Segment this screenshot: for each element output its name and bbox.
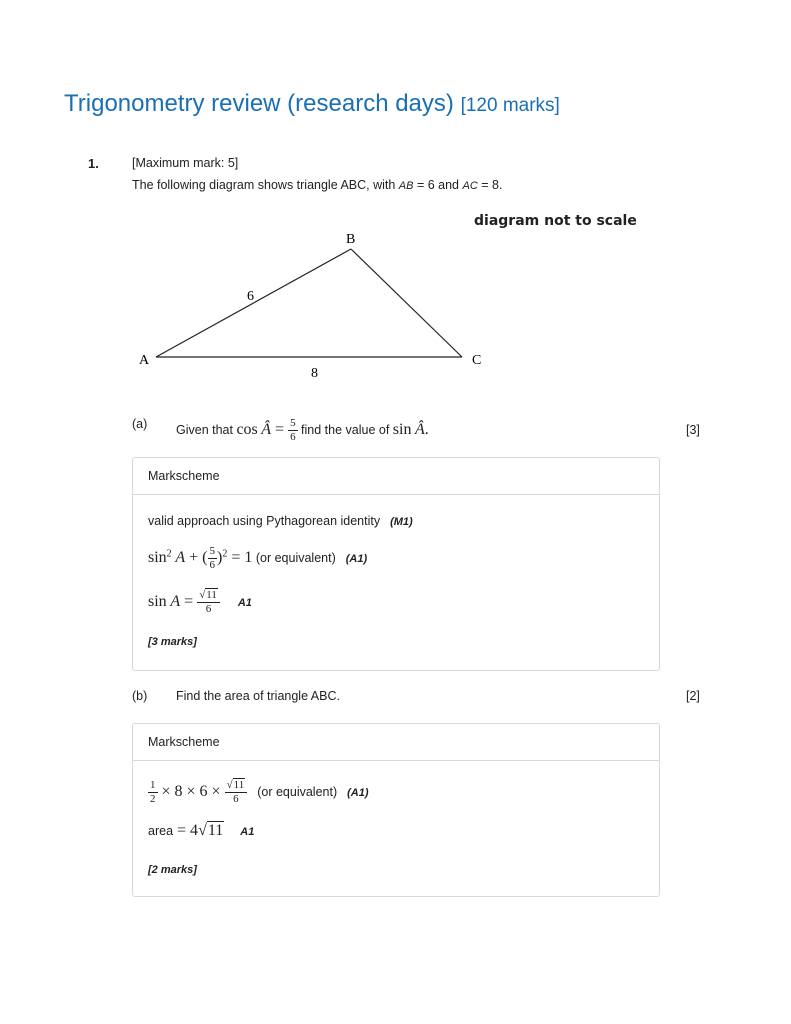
equals-sign: =: [271, 420, 289, 438]
question-number: 1.: [88, 156, 99, 171]
diagram-note: diagram not to scale: [474, 213, 637, 229]
markscheme-b-line-1: [148, 780, 369, 805]
ms-a-line1-text: valid approach using Pythagorean identity: [148, 514, 381, 528]
ms-a-line2-den: 6: [209, 559, 216, 571]
part-a-label: (a): [132, 417, 148, 431]
markscheme-a-line-3: [148, 590, 252, 615]
angle-a-var-2: Â: [414, 420, 425, 438]
ms-a-line3-a: A: [166, 592, 181, 610]
ms-b-line1-sqrt: √11: [225, 780, 248, 793]
ms-a-line3-rad: 11: [206, 589, 217, 601]
ms-b-line2-code: A1: [240, 826, 255, 838]
ms-a-line2-close: ): [217, 548, 223, 566]
part-b-question: Find the area of triangle ABC.: [176, 689, 340, 703]
intro-ac: AC: [462, 180, 478, 192]
ms-a-line2-sq: 2: [222, 548, 228, 560]
five-sixths-fraction: [288, 418, 298, 443]
ms-a-line3-fraction: [197, 590, 220, 615]
ms-b-line2-rad: 11: [207, 822, 224, 839]
part-a-prefix: Given that: [176, 422, 237, 437]
markscheme-b-heading: Markscheme: [133, 724, 659, 761]
ms-a-line3-eq: =: [180, 592, 198, 610]
intro-mid: = 6 and: [413, 178, 463, 192]
ms-b-line2-eq: = 4: [173, 822, 199, 839]
markscheme-b-total: [2 marks]: [148, 864, 197, 876]
ms-a-line2-code: (A1): [345, 552, 368, 565]
fraction-numerator: 5: [290, 417, 296, 429]
ms-b-line2-sqrt: √11: [198, 822, 224, 839]
markscheme-a-heading: Markscheme: [133, 458, 659, 495]
ms-a-line3-sqrt: √11: [197, 590, 220, 603]
ms-a-line2-a: A: [171, 548, 186, 566]
angle-a-var: Â: [261, 420, 272, 438]
ms-a-line3-code: A1: [237, 596, 252, 609]
markscheme-a-line-1: [148, 514, 413, 528]
ms-b-sqrt-fraction: [225, 780, 248, 805]
period: .: [424, 420, 429, 438]
part-a-mid: find the value of: [297, 422, 393, 437]
ms-b-line1-den: 2: [150, 793, 156, 805]
ms-a-line2-plus: + (: [185, 548, 208, 566]
intro-ab: AB: [398, 180, 414, 192]
ms-a-line2-note: (or equivalent): [252, 550, 336, 565]
ms-a-line3-sin: sin: [148, 592, 167, 610]
markscheme-b-line-2: [148, 822, 254, 840]
part-a-question: [176, 418, 429, 443]
total-marks: [120 marks]: [460, 95, 560, 116]
fraction-denominator: 6: [290, 431, 296, 443]
vertex-a-label: A: [139, 353, 150, 368]
title-text: Trigonometry review (research days): [64, 90, 454, 117]
sin-text: sin: [392, 420, 412, 438]
part-b-label: (b): [132, 689, 148, 703]
vertex-c-label: C: [472, 353, 482, 368]
ms-b-line1-rad: 11: [233, 779, 245, 791]
ms-b-line1-expr: × 8 × 6 ×: [157, 782, 225, 800]
part-a-marks: [3]: [686, 423, 700, 437]
ms-b-line1-note: (or equivalent): [257, 784, 338, 799]
ms-a-line1-code: (M1): [390, 516, 413, 528]
ms-b-line1-den2: 6: [233, 793, 239, 805]
ms-a-line2-sup: 2: [166, 548, 172, 560]
ms-a-line2-eq: = 1: [227, 548, 253, 566]
ms-a-line2-num: 5: [209, 545, 216, 557]
intro-prefix: The following diagram shows triangle ABC, with: [132, 178, 399, 192]
ms-a-line3-den: 6: [205, 603, 212, 615]
markscheme-a-line-2: [148, 546, 367, 571]
markscheme-b-box: [132, 723, 660, 897]
ms-b-line2-text: area: [148, 824, 174, 838]
side-ac-label: 8: [311, 366, 318, 381]
maximum-mark: [Maximum mark: 5]: [132, 156, 239, 170]
vertex-b-label: B: [346, 232, 356, 247]
ms-a-line2-fraction: [208, 546, 218, 571]
side-ab-label: 6: [247, 289, 254, 304]
markscheme-a-box: [132, 457, 660, 671]
intro-suffix: = 8.: [477, 178, 503, 192]
ms-b-line1-code: (A1): [347, 786, 369, 799]
markscheme-a-total: [3 marks]: [148, 636, 197, 648]
ms-b-line1-num: 1: [150, 779, 156, 791]
cos-text: cos: [236, 420, 258, 438]
ms-b-half-fraction: [148, 780, 158, 805]
side-bc-line: [351, 249, 462, 357]
part-b-marks: [2]: [686, 689, 700, 703]
triangle-diagram: [0, 0, 791, 420]
ms-a-line2-sin: sin: [148, 548, 167, 566]
